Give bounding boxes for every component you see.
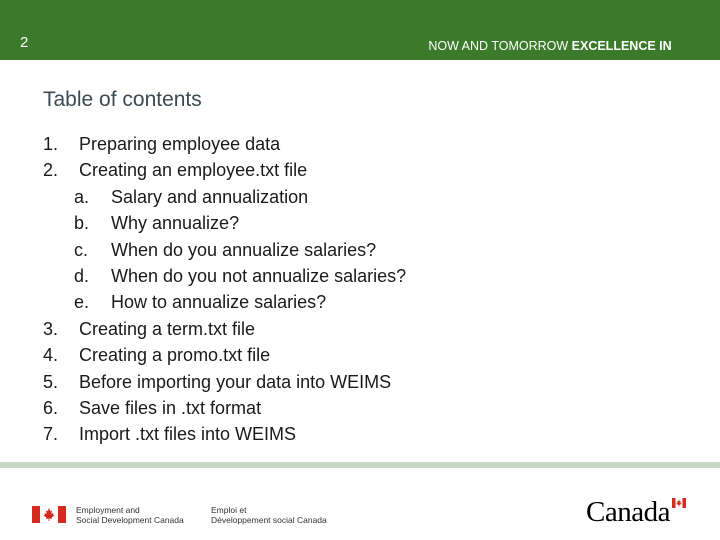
tagline xyxy=(400,37,700,75)
header-band xyxy=(0,0,720,72)
dept-en-line-1: Employment and xyxy=(76,505,140,515)
tagline-bold: EXCELLENCE IN EVERYTHING WE DO xyxy=(486,39,672,72)
toc-item-text: Why annualize? xyxy=(111,213,240,234)
toc-item-text: Preparing employee data xyxy=(79,134,281,154)
dept-fr-line-2: Développement social Canada xyxy=(211,515,327,525)
toc-item-text: Import .txt files into WEIMS xyxy=(79,424,297,445)
footer xyxy=(0,468,720,540)
toc-item-number: b. xyxy=(74,213,90,234)
toc-item-text: Salary and annualization xyxy=(111,186,309,207)
toc-item-text: Creating a promo.txt file xyxy=(79,345,271,366)
dept-fr-line-1: Emploi et xyxy=(211,505,247,515)
department-name-english xyxy=(76,505,184,525)
toc-item-number: 7. xyxy=(43,424,59,445)
toc-item-text: When do you not annualize salaries? xyxy=(111,265,407,286)
toc-item-number: 4. xyxy=(43,345,59,366)
toc-item-number: 3. xyxy=(43,318,59,339)
page-title: Table of contents xyxy=(43,88,202,111)
toc-item-text: How to annualize salaries? xyxy=(111,292,327,313)
toc-item-text: Before importing your data into WEIMS xyxy=(79,371,392,392)
toc-item-number: d. xyxy=(74,265,90,286)
toc-item-number: 1. xyxy=(43,134,59,154)
toc-item-number: a. xyxy=(74,186,90,207)
toc-item-text: Creating an employee.txt file xyxy=(79,160,308,181)
tagline-regular: NOW AND TOMORROW xyxy=(428,39,572,53)
department-name-french xyxy=(211,505,327,525)
dept-en-line-2: Social Development Canada xyxy=(76,515,184,525)
toc-item-text: Save files in .txt format xyxy=(79,397,262,418)
slide-number: 2 xyxy=(20,34,29,51)
toc-item-number: 5. xyxy=(43,371,59,392)
toc-item-number: 6. xyxy=(43,397,59,418)
wordmark-flag-icon xyxy=(672,498,686,508)
toc-item-number: c. xyxy=(74,239,89,260)
canada-flag-icon xyxy=(32,506,66,523)
toc-item-number: 2. xyxy=(43,160,59,181)
canada-wordmark: Canada xyxy=(586,496,670,528)
toc-item-text: When do you annualize salaries? xyxy=(111,239,377,260)
toc-item-number: e. xyxy=(74,292,90,313)
toc-item-text: Creating a term.txt file xyxy=(79,318,256,339)
